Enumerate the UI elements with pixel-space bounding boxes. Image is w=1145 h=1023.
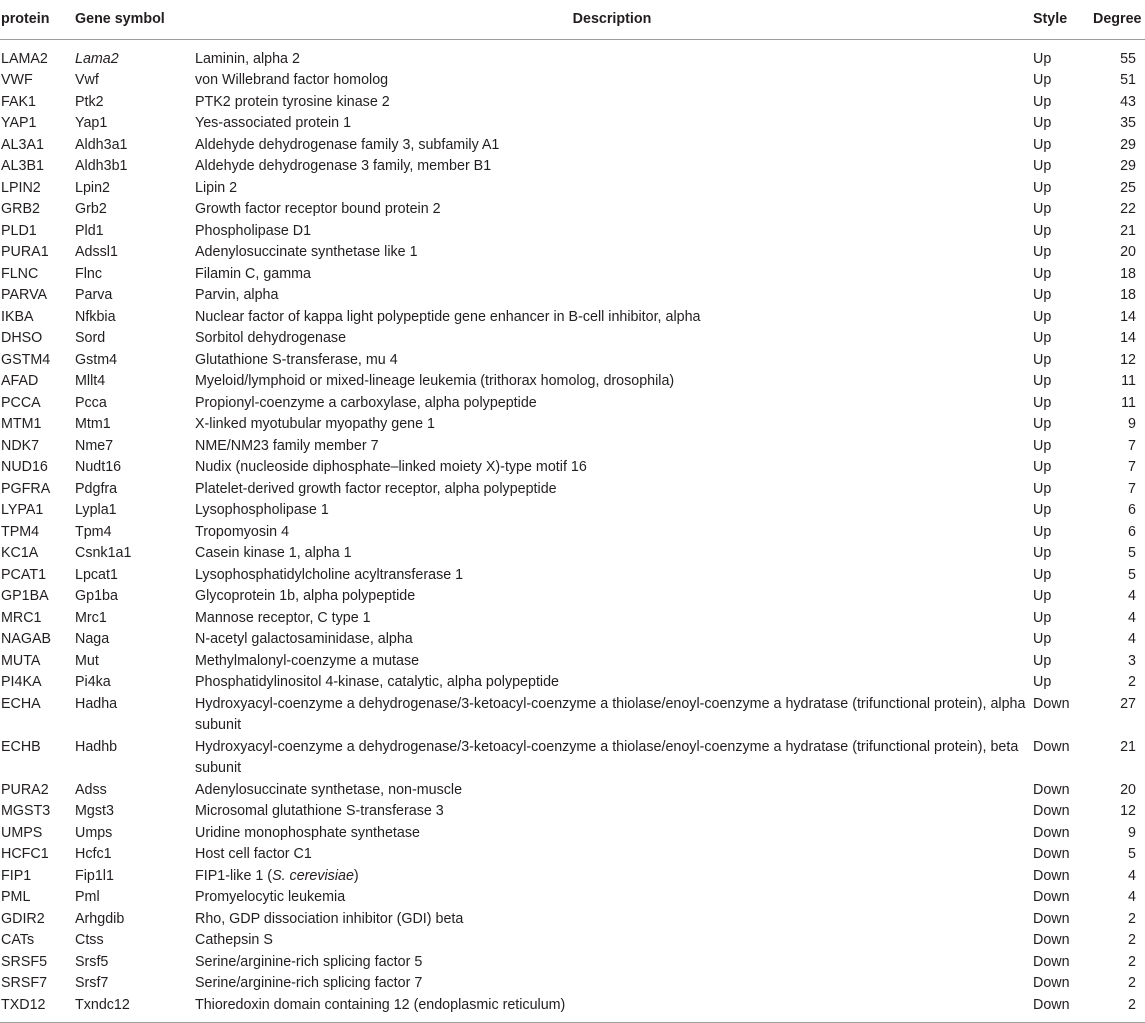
header-style: Style <box>1033 0 1091 39</box>
cell-gene-symbol: Mtm1 <box>75 416 111 432</box>
cell-gene-symbol: Arhgdib <box>75 910 125 927</box>
cell-style: Up <box>1033 588 1052 604</box>
cell-protein: MUTA <box>1 652 41 669</box>
cell-style: Up <box>1033 330 1052 346</box>
table-row <box>0 887 1145 909</box>
cell-protein: GP1BA <box>1 588 49 604</box>
cell-degree: 3 <box>1128 652 1136 669</box>
cell-gene-symbol: Nfkbia <box>75 308 116 325</box>
cell-degree: 5 <box>1128 545 1136 561</box>
cell-protein: LYPA1 <box>1 502 44 518</box>
cell-protein: PI4KA <box>1 674 42 690</box>
cell-style: Down <box>1033 975 1070 991</box>
header-degree: Degree <box>1091 0 1145 39</box>
cell-style: Up <box>1033 416 1052 432</box>
cell-protein: PCAT1 <box>1 566 47 583</box>
cell-protein: FAK1 <box>1 93 36 110</box>
cell-gene-symbol: Csnk1a1 <box>75 545 132 561</box>
table-row <box>0 629 1145 651</box>
table-row <box>0 844 1145 866</box>
cell-degree: 2 <box>1128 953 1136 970</box>
cell-style: Down <box>1033 738 1070 755</box>
cell-style: Up <box>1033 609 1052 626</box>
cell-degree: 4 <box>1128 889 1136 905</box>
cell-gene-symbol: Parva <box>75 287 113 303</box>
cell-degree: 25 <box>1120 179 1136 196</box>
cell-style: Up <box>1033 545 1052 561</box>
cell-protein: PML <box>1 889 31 905</box>
cell-degree: 29 <box>1120 158 1136 174</box>
cell-protein: SRSF7 <box>1 975 48 991</box>
header-protein: protein <box>0 0 75 39</box>
cell-protein: KC1A <box>1 545 39 561</box>
cell-style: Down <box>1033 996 1070 1013</box>
cell-degree: 6 <box>1128 523 1136 540</box>
cell-style: Up <box>1033 50 1052 67</box>
table-row <box>0 930 1145 952</box>
cell-degree: 4 <box>1128 588 1136 604</box>
cell-gene-symbol: Hadhb <box>75 738 118 755</box>
cell-gene-symbol: Adssl1 <box>75 244 118 260</box>
cell-description: Lipin 2 <box>195 179 238 196</box>
cell-gene-symbol: Mrc1 <box>75 609 107 626</box>
cell-gene-symbol: Pld1 <box>75 222 104 239</box>
table-row <box>0 909 1145 931</box>
cell-degree: 9 <box>1128 824 1136 841</box>
cell-protein: AL3B1 <box>1 158 44 174</box>
table-row <box>0 479 1145 501</box>
cell-gene-symbol: Pi4ka <box>75 674 111 690</box>
cell-gene-symbol: Ctss <box>75 932 104 948</box>
cell-protein: FIP1 <box>1 867 32 884</box>
cell-style: Up <box>1033 394 1052 411</box>
cell-degree: 18 <box>1120 287 1136 303</box>
cell-protein: CATs <box>1 932 35 948</box>
cell-gene-symbol: Pcca <box>75 394 107 411</box>
cell-protein: IKBA <box>1 308 34 325</box>
table-row <box>0 242 1145 264</box>
cell-style: Up <box>1033 480 1052 497</box>
cell-protein: MRC1 <box>1 609 42 626</box>
cell-style: Up <box>1033 523 1052 540</box>
table-row <box>0 995 1145 1023</box>
cell-description: Nuclear factor of kappa light polypeptide gene enhancer in B-cell inhibitor, alpha <box>195 308 701 325</box>
cell-style: Up <box>1033 502 1052 518</box>
cell-protein: LAMA2 <box>1 50 48 67</box>
cell-description: Methylmalonyl-coenzyme a mutase <box>195 652 420 669</box>
cell-degree: 4 <box>1128 631 1136 647</box>
cell-description: Thioredoxin domain containing 12 (endoplasmic reticulum) <box>195 996 566 1013</box>
cell-style: Down <box>1033 824 1070 841</box>
cell-style: Up <box>1033 437 1052 454</box>
cell-protein: PLD1 <box>1 222 37 239</box>
cell-protein: MGST3 <box>1 803 51 819</box>
cell-degree: 9 <box>1128 416 1136 432</box>
table-body <box>0 39 1145 1023</box>
table-row <box>0 113 1145 135</box>
table-row <box>0 565 1145 587</box>
table-row <box>0 199 1145 221</box>
cell-degree: 22 <box>1120 201 1136 217</box>
cell-degree: 21 <box>1120 738 1136 755</box>
cell-description: von Willebrand factor homolog <box>195 72 389 88</box>
table-row <box>0 694 1145 737</box>
table-row <box>0 522 1145 544</box>
cell-style: Up <box>1033 72 1052 88</box>
cell-protein: DHSO <box>1 330 43 346</box>
cell-gene-symbol: Aldh3b1 <box>75 158 128 174</box>
cell-description: Promyelocytic leukemia <box>195 889 346 905</box>
cell-style: Up <box>1033 201 1052 217</box>
cell-protein: FLNC <box>1 265 39 282</box>
cell-style: Up <box>1033 631 1052 647</box>
cell-style: Up <box>1033 222 1052 239</box>
cell-description: Growth factor receptor bound protein 2 <box>195 201 441 217</box>
table-row <box>0 780 1145 802</box>
cell-gene-symbol: Mllt4 <box>75 373 106 389</box>
cell-gene-symbol: Txndc12 <box>75 996 130 1013</box>
cell-description: Serine/arginine-rich splicing factor 5 <box>195 953 423 970</box>
cell-gene-symbol: Srsf7 <box>75 975 109 991</box>
cell-protein: ECHA <box>1 695 41 712</box>
table-row <box>0 672 1145 694</box>
cell-degree: 12 <box>1120 803 1136 819</box>
table-row <box>0 543 1145 565</box>
cell-description: NME/NM23 family member 7 <box>195 437 379 454</box>
cell-degree: 2 <box>1128 932 1136 948</box>
cell-protein: LPIN2 <box>1 179 41 196</box>
cell-description: Parvin, alpha <box>195 287 279 303</box>
cell-degree: 51 <box>1120 72 1136 88</box>
cell-gene-symbol: Hadha <box>75 695 118 712</box>
table-row <box>0 285 1145 307</box>
cell-style: Down <box>1033 803 1070 819</box>
cell-style: Up <box>1033 351 1052 368</box>
cell-gene-symbol: Nudt16 <box>75 459 122 475</box>
table-row <box>0 264 1145 286</box>
cell-degree: 7 <box>1128 437 1136 454</box>
cell-style: Down <box>1033 695 1070 712</box>
cell-degree: 11 <box>1121 373 1136 389</box>
cell-protein: UMPS <box>1 824 43 841</box>
cell-description: Rho, GDP dissociation inhibitor (GDI) beta <box>195 910 464 927</box>
cell-protein: PURA1 <box>1 244 49 260</box>
cell-protein: MTM1 <box>1 416 42 432</box>
cell-protein: GSTM4 <box>1 351 51 368</box>
cell-protein: YAP1 <box>1 115 37 131</box>
cell-gene-symbol: Sord <box>75 330 106 346</box>
cell-degree: 2 <box>1128 996 1136 1013</box>
cell-protein: VWF <box>1 72 33 88</box>
cell-gene-symbol: Mut <box>75 652 99 669</box>
cell-gene-symbol: Aldh3a1 <box>75 136 128 153</box>
cell-degree: 4 <box>1128 609 1136 626</box>
cell-description: Phosphatidylinositol 4-kinase, catalytic, alpha polypeptide <box>195 674 559 690</box>
cell-description: Glutathione S-transferase, mu 4 <box>195 351 398 368</box>
cell-description: Hydroxyacyl-coenzyme a dehydrogenase/3-ketoacyl-coenzyme a thiolase/enoyl-coenzyme a hydratase (trifunctional protein), alpha subunit <box>195 695 1026 733</box>
cell-protein: AL3A1 <box>1 136 44 153</box>
cell-degree: 43 <box>1120 93 1136 110</box>
cell-style: Up <box>1033 373 1052 389</box>
table-row <box>0 70 1145 92</box>
cell-protein: AFAD <box>1 373 39 389</box>
cell-style: Down <box>1033 932 1070 948</box>
cell-style: Up <box>1033 652 1052 669</box>
cell-protein: SRSF5 <box>1 953 48 970</box>
cell-description: Hydroxyacyl-coenzyme a dehydrogenase/3-ketoacyl-coenzyme a thiolase/enoyl-coenzyme a hydratase (trifunctional protein), beta subunit <box>195 738 1019 776</box>
cell-description: Casein kinase 1, alpha 1 <box>195 545 352 561</box>
table-row <box>0 866 1145 888</box>
cell-style: Down <box>1033 867 1070 884</box>
cell-gene-symbol: Adss <box>75 781 107 798</box>
cell-gene-symbol: Pml <box>75 889 100 905</box>
cell-description: Host cell factor C1 <box>195 846 312 862</box>
table-row <box>0 307 1145 329</box>
table-row <box>0 457 1145 479</box>
cell-degree: 5 <box>1128 566 1136 583</box>
cell-protein: PGFRA <box>1 480 51 497</box>
cell-gene-symbol: Tpm4 <box>75 523 112 540</box>
species-name: S. cerevisiae <box>272 867 354 884</box>
cell-description: Microsomal glutathione S-transferase 3 <box>195 803 444 819</box>
header-gene-symbol: Gene symbol <box>75 0 195 39</box>
cell-protein: GRB2 <box>1 201 40 217</box>
cell-style: Down <box>1033 953 1070 970</box>
cell-gene-symbol: Srsf5 <box>75 953 109 970</box>
cell-degree: 27 <box>1120 695 1136 712</box>
cell-gene-symbol: Naga <box>75 631 110 647</box>
cell-style: Up <box>1033 265 1052 282</box>
cell-gene-symbol: Lama2 <box>75 50 119 67</box>
cell-protein: HCFC1 <box>1 846 49 862</box>
cell-style: Up <box>1033 93 1052 110</box>
cell-degree: 14 <box>1120 308 1136 325</box>
table-row <box>0 651 1145 673</box>
header-row <box>0 0 1145 39</box>
cell-style: Up <box>1033 115 1052 131</box>
cell-description: Adenylosuccinate synthetase, non-muscle <box>195 781 463 798</box>
cell-description: Myeloid/lymphoid or mixed-lineage leukemia (trithorax homolog, drosophila) <box>195 373 675 389</box>
cell-gene-symbol: Ptk2 <box>75 93 104 110</box>
table-row <box>0 135 1145 157</box>
cell-style: Up <box>1033 459 1052 475</box>
cell-degree: 7 <box>1128 480 1136 497</box>
cell-style: Down <box>1033 910 1070 927</box>
cell-gene-symbol: Grb2 <box>75 201 107 217</box>
table-row <box>0 973 1145 995</box>
table-row <box>0 823 1145 845</box>
cell-degree: 2 <box>1128 975 1136 991</box>
cell-description: Lysophosphatidylcholine acyltransferase 1 <box>195 566 464 583</box>
cell-description: Mannose receptor, C type 1 <box>195 609 371 626</box>
cell-degree: 14 <box>1120 330 1136 346</box>
cell-style: Up <box>1033 308 1052 325</box>
cell-degree: 21 <box>1120 222 1136 239</box>
table-row <box>0 393 1145 415</box>
cell-description: Lysophospholipase 1 <box>195 502 329 518</box>
cell-degree: 35 <box>1120 115 1136 131</box>
table-row <box>0 500 1145 522</box>
cell-degree: 12 <box>1120 351 1136 368</box>
cell-description: Phospholipase D1 <box>195 222 312 239</box>
cell-degree: 6 <box>1128 502 1136 518</box>
table-row <box>0 92 1145 114</box>
cell-degree: 55 <box>1120 50 1136 67</box>
cell-gene-symbol: Lpin2 <box>75 179 110 196</box>
cell-description: N-acetyl galactosaminidase, alpha <box>195 631 413 647</box>
cell-degree: 20 <box>1120 781 1136 798</box>
cell-description: Adenylosuccinate synthetase like 1 <box>195 244 418 260</box>
cell-gene-symbol: Pdgfra <box>75 480 118 497</box>
cell-style: Up <box>1033 566 1052 583</box>
table-row <box>0 178 1145 200</box>
cell-protein: PARVA <box>1 287 48 303</box>
cell-style: Up <box>1033 158 1052 174</box>
table-row <box>0 801 1145 823</box>
cell-degree: 18 <box>1120 265 1136 282</box>
cell-protein: GDIR2 <box>1 910 45 927</box>
cell-gene-symbol: Flnc <box>75 265 103 282</box>
cell-description: PTK2 protein tyrosine kinase 2 <box>195 93 390 110</box>
table-row <box>0 350 1145 372</box>
cell-protein: PCCA <box>1 394 41 411</box>
header-description: Description <box>195 0 1033 39</box>
cell-style: Down <box>1033 889 1070 905</box>
cell-style: Down <box>1033 846 1070 862</box>
table-row <box>0 436 1145 458</box>
cell-description: Propionyl-coenzyme a carboxylase, alpha polypeptide <box>195 394 537 411</box>
cell-gene-symbol: Mgst3 <box>75 803 114 819</box>
cell-gene-symbol: Umps <box>75 824 113 841</box>
cell-gene-symbol: Gstm4 <box>75 351 118 368</box>
cell-protein: TPM4 <box>1 523 40 540</box>
cell-gene-symbol: Lypla1 <box>75 502 117 518</box>
cell-description: Laminin, alpha 2 <box>195 50 300 67</box>
table-row <box>0 371 1145 393</box>
cell-style: Up <box>1033 179 1052 196</box>
cell-description: Platelet-derived growth factor receptor, alpha polypeptide <box>195 480 557 497</box>
table-row <box>0 737 1145 780</box>
table-row <box>0 156 1145 178</box>
cell-style: Up <box>1033 244 1052 260</box>
table-row <box>0 608 1145 630</box>
cell-protein: NAGAB <box>1 631 52 647</box>
cell-description: Aldehyde dehydrogenase family 3, subfamily A1 <box>195 136 500 153</box>
cell-description: Serine/arginine-rich splicing factor 7 <box>195 975 423 991</box>
cell-degree: 4 <box>1128 867 1136 884</box>
cell-description: FIP1-like 1 (S. cerevisiae) <box>195 867 359 884</box>
cell-description: Uridine monophosphate synthetase <box>195 824 420 841</box>
cell-description: Nudix (nucleoside diphosphate–linked moiety X)-type motif 16 <box>195 459 587 475</box>
cell-degree: 20 <box>1120 244 1136 260</box>
cell-description: Tropomyosin 4 <box>195 523 290 540</box>
cell-degree: 2 <box>1128 674 1136 690</box>
cell-protein: ECHB <box>1 738 41 755</box>
cell-description: X-linked myotubular myopathy gene 1 <box>195 416 436 432</box>
cell-style: Down <box>1033 781 1070 798</box>
cell-gene-symbol: Hcfc1 <box>75 846 112 862</box>
cell-degree: 7 <box>1128 459 1136 475</box>
cell-description: Glycoprotein 1b, alpha polypeptide <box>195 588 416 604</box>
cell-degree: 29 <box>1120 136 1136 153</box>
cell-gene-symbol: Nme7 <box>75 437 114 454</box>
table-row <box>0 952 1145 974</box>
cell-protein: NUD16 <box>1 459 48 475</box>
table-row <box>0 414 1145 436</box>
cell-style: Up <box>1033 136 1052 153</box>
cell-description: Cathepsin S <box>195 932 273 948</box>
table-row <box>0 328 1145 350</box>
cell-degree: 2 <box>1128 910 1136 927</box>
cell-protein: PURA2 <box>1 781 49 798</box>
table-row <box>0 39 1145 70</box>
cell-gene-symbol: Gp1ba <box>75 588 118 604</box>
cell-description: Yes-associated protein 1 <box>195 115 352 131</box>
cell-degree: 5 <box>1128 846 1136 862</box>
table-row <box>0 221 1145 243</box>
cell-gene-symbol: Lpcat1 <box>75 566 118 583</box>
cell-gene-symbol: Yap1 <box>75 115 108 131</box>
table-row <box>0 586 1145 608</box>
cell-style: Up <box>1033 674 1052 690</box>
cell-protein: NDK7 <box>1 437 40 454</box>
cell-description: Aldehyde dehydrogenase 3 family, member B1 <box>195 158 492 174</box>
cell-description: Sorbitol dehydrogenase <box>195 330 347 346</box>
cell-gene-symbol: Fip1l1 <box>75 867 114 884</box>
cell-style: Up <box>1033 287 1052 303</box>
cell-degree: 11 <box>1121 394 1136 411</box>
cell-gene-symbol: Vwf <box>75 72 99 88</box>
cell-protein: TXD12 <box>1 996 46 1013</box>
cell-description: Filamin C, gamma <box>195 265 311 282</box>
